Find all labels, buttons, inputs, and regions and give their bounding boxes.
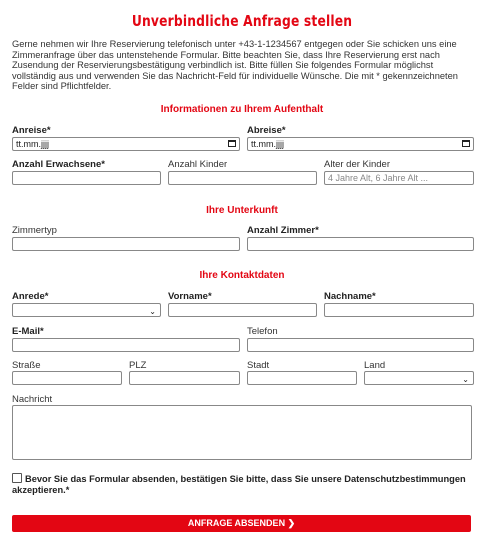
calendar-icon[interactable]: [228, 140, 236, 147]
salutation-label: Anrede*: [12, 291, 49, 302]
phone-input[interactable]: [247, 338, 474, 352]
firstname-label: Vorname*: [168, 291, 212, 302]
section-heading-accommodation: Ihre Unterkunft: [206, 205, 278, 216]
room-count-label: Anzahl Zimmer*: [247, 225, 319, 236]
zip-input[interactable]: [129, 371, 240, 385]
submit-button[interactable]: ANFRAGE ABSENDEN ❯: [12, 515, 471, 532]
room-type-input[interactable]: [12, 237, 240, 251]
privacy-consent-checkbox[interactable]: [12, 473, 22, 483]
intro-text: Gerne nehmen wir Ihre Reservierung telefonisch unter +43-1-1234567 entgegen oder Sie schicken uns eine Zimmeranfrage über das untenstehende Formular. Bitte beachten Sie, dass Ihre Reservierung erst nach Zusendung der Reservierungsbestätigung verbindlich ist. Bitte füllen Sie folgendes Formular möglichst vollständig aus und verwenden Sie das Nachricht-Feld für individuelle Wünsche. Die mit * gekennzeichneten Felder sind Pflichtfelder.: [12, 39, 458, 92]
arrival-date-input[interactable]: [12, 137, 240, 151]
country-label: Land: [364, 360, 386, 371]
privacy-consent[interactable]: [12, 473, 472, 496]
street-label: Straße: [12, 360, 41, 371]
adults-label: Anzahl Erwachsene*: [12, 159, 105, 170]
email-input[interactable]: [12, 338, 240, 352]
street-input[interactable]: [12, 371, 122, 385]
message-label: Nachricht: [12, 394, 53, 405]
country-select[interactable]: [364, 371, 474, 385]
departure-label: Abreise*: [247, 125, 286, 136]
zip-label: PLZ: [129, 360, 147, 371]
phone-label: Telefon: [247, 326, 278, 337]
arrival-date-value: tt.mm.jjjj: [16, 139, 49, 149]
adults-input[interactable]: [12, 171, 161, 185]
section-heading-contact: Ihre Kontaktdaten: [199, 270, 285, 281]
section-heading-stay: Informationen zu Ihrem Aufenthalt: [160, 104, 324, 115]
departure-date-input[interactable]: [247, 137, 474, 151]
chevron-down-icon: ⌄: [149, 307, 156, 316]
message-textarea[interactable]: [12, 405, 472, 460]
city-label: Stadt: [247, 360, 270, 371]
city-input[interactable]: [247, 371, 357, 385]
firstname-input[interactable]: [168, 303, 317, 317]
privacy-consent-text: Bevor Sie das Formular absenden, bestätigen Sie bitte, dass Sie unsere Datenschutzbestimmungen akzeptieren.*: [12, 474, 466, 495]
calendar-icon[interactable]: [462, 140, 470, 147]
departure-date-value: tt.mm.jjjj: [251, 139, 284, 149]
children-label: Anzahl Kinder: [168, 159, 228, 170]
lastname-input[interactable]: [324, 303, 474, 317]
children-age-input[interactable]: [324, 171, 474, 185]
room-count-input[interactable]: [247, 237, 474, 251]
chevron-down-icon: ⌄: [462, 375, 469, 384]
arrival-label: Anreise*: [12, 125, 51, 136]
children-age-label: Alter der Kinder: [324, 159, 391, 170]
children-input[interactable]: [168, 171, 317, 185]
email-label: E-Mail*: [12, 326, 44, 337]
salutation-select[interactable]: [12, 303, 161, 317]
lastname-label: Nachname*: [324, 291, 376, 302]
room-type-label: Zimmertyp: [12, 225, 57, 236]
page-title: Unverbindliche Anfrage stellen: [131, 12, 353, 30]
children-age-placeholder: 4 Jahre Alt, 6 Jahre Alt ...: [328, 173, 429, 183]
